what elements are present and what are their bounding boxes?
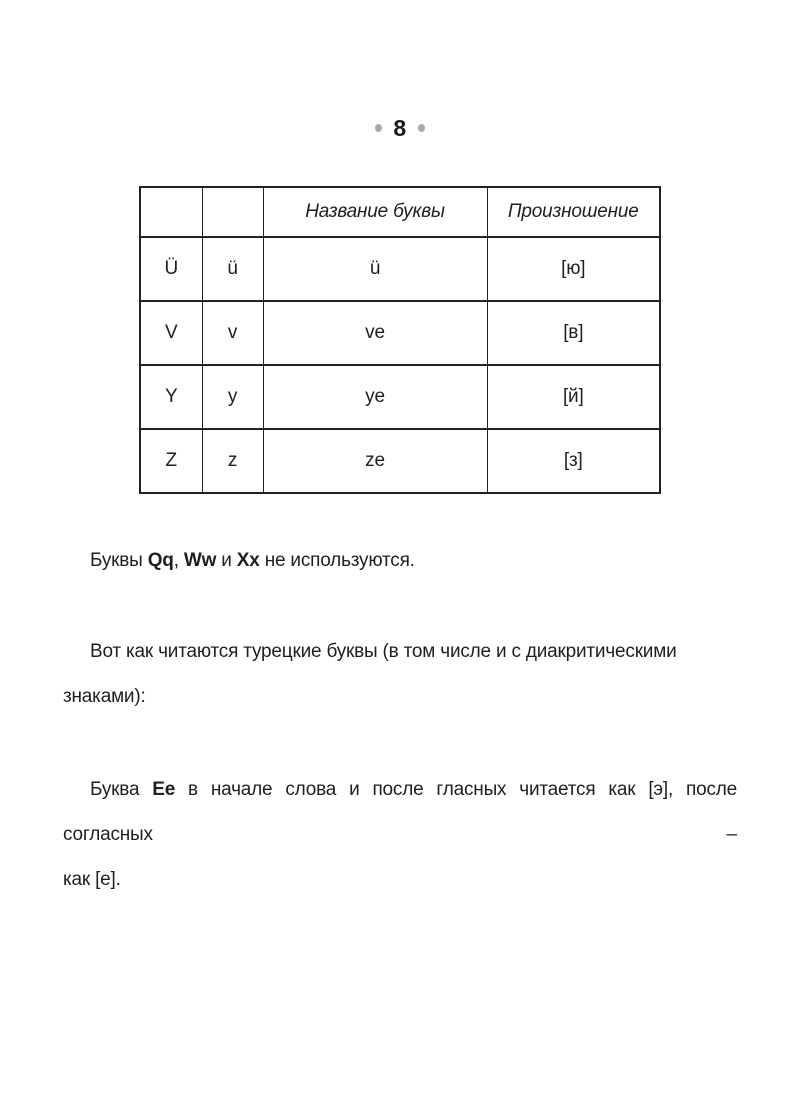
cell-pronunciation: [з] — [487, 429, 660, 493]
paragraph-letter-e-rule — [63, 767, 737, 902]
cell-uppercase: V — [140, 301, 202, 365]
page-number-dot-right-icon — [418, 124, 425, 132]
text-run: не используются. — [259, 550, 415, 571]
table-row — [140, 301, 660, 365]
page-number — [0, 112, 800, 144]
text-run: и — [216, 550, 237, 571]
table-header-row — [140, 187, 660, 237]
paragraph-intro-reading: Вот как читаются турецкие буквы (в том числе и с диакритическими знаками): — [63, 641, 677, 707]
page-number-value: 8 — [393, 114, 407, 141]
alphabet-table — [139, 186, 661, 494]
text-run: Буквы — [90, 550, 148, 571]
text-run: Буква — [90, 779, 153, 800]
text-run: в начале слова и после гласных читается как [э], после согласных – — [63, 779, 737, 845]
table-row — [140, 365, 660, 429]
cell-pronunciation: [й] — [487, 365, 660, 429]
cell-uppercase: Z — [140, 429, 202, 493]
cell-lowercase: ü — [202, 237, 263, 301]
cell-uppercase: Y — [140, 365, 202, 429]
cell-pronunciation: [ю] — [487, 237, 660, 301]
page-number-dot-left-icon — [375, 124, 382, 132]
book-page — [0, 112, 800, 1112]
table-row — [140, 237, 660, 301]
bold-letter-qq: Qq — [147, 550, 174, 571]
column-header-letter-name: Название буквы — [263, 187, 487, 237]
paragraph-letters-not-used — [63, 538, 737, 583]
cell-lowercase: y — [202, 365, 263, 429]
bold-letter-xx: Xx — [236, 550, 260, 571]
header-cell-empty-uppercase — [140, 187, 202, 237]
body-text — [63, 538, 737, 902]
paragraph-letter-e-rule-line1 — [63, 767, 737, 857]
cell-letter-name: ü — [263, 237, 487, 301]
bold-letter-ee: Ee — [152, 779, 176, 800]
table-row — [140, 429, 660, 493]
cell-lowercase: v — [202, 301, 263, 365]
cell-letter-name: ze — [263, 429, 487, 493]
cell-lowercase: z — [202, 429, 263, 493]
cell-letter-name: ve — [263, 301, 487, 365]
cell-uppercase: Ü — [140, 237, 202, 301]
column-header-pronunciation: Произношение — [487, 187, 660, 237]
paragraph-letter-e-rule-line2: как [е]. — [63, 869, 121, 890]
header-cell-empty-lowercase — [202, 187, 263, 237]
text-run: , — [173, 550, 184, 571]
cell-pronunciation: [в] — [487, 301, 660, 365]
bold-letter-ww: Ww — [183, 550, 217, 571]
cell-letter-name: ye — [263, 365, 487, 429]
